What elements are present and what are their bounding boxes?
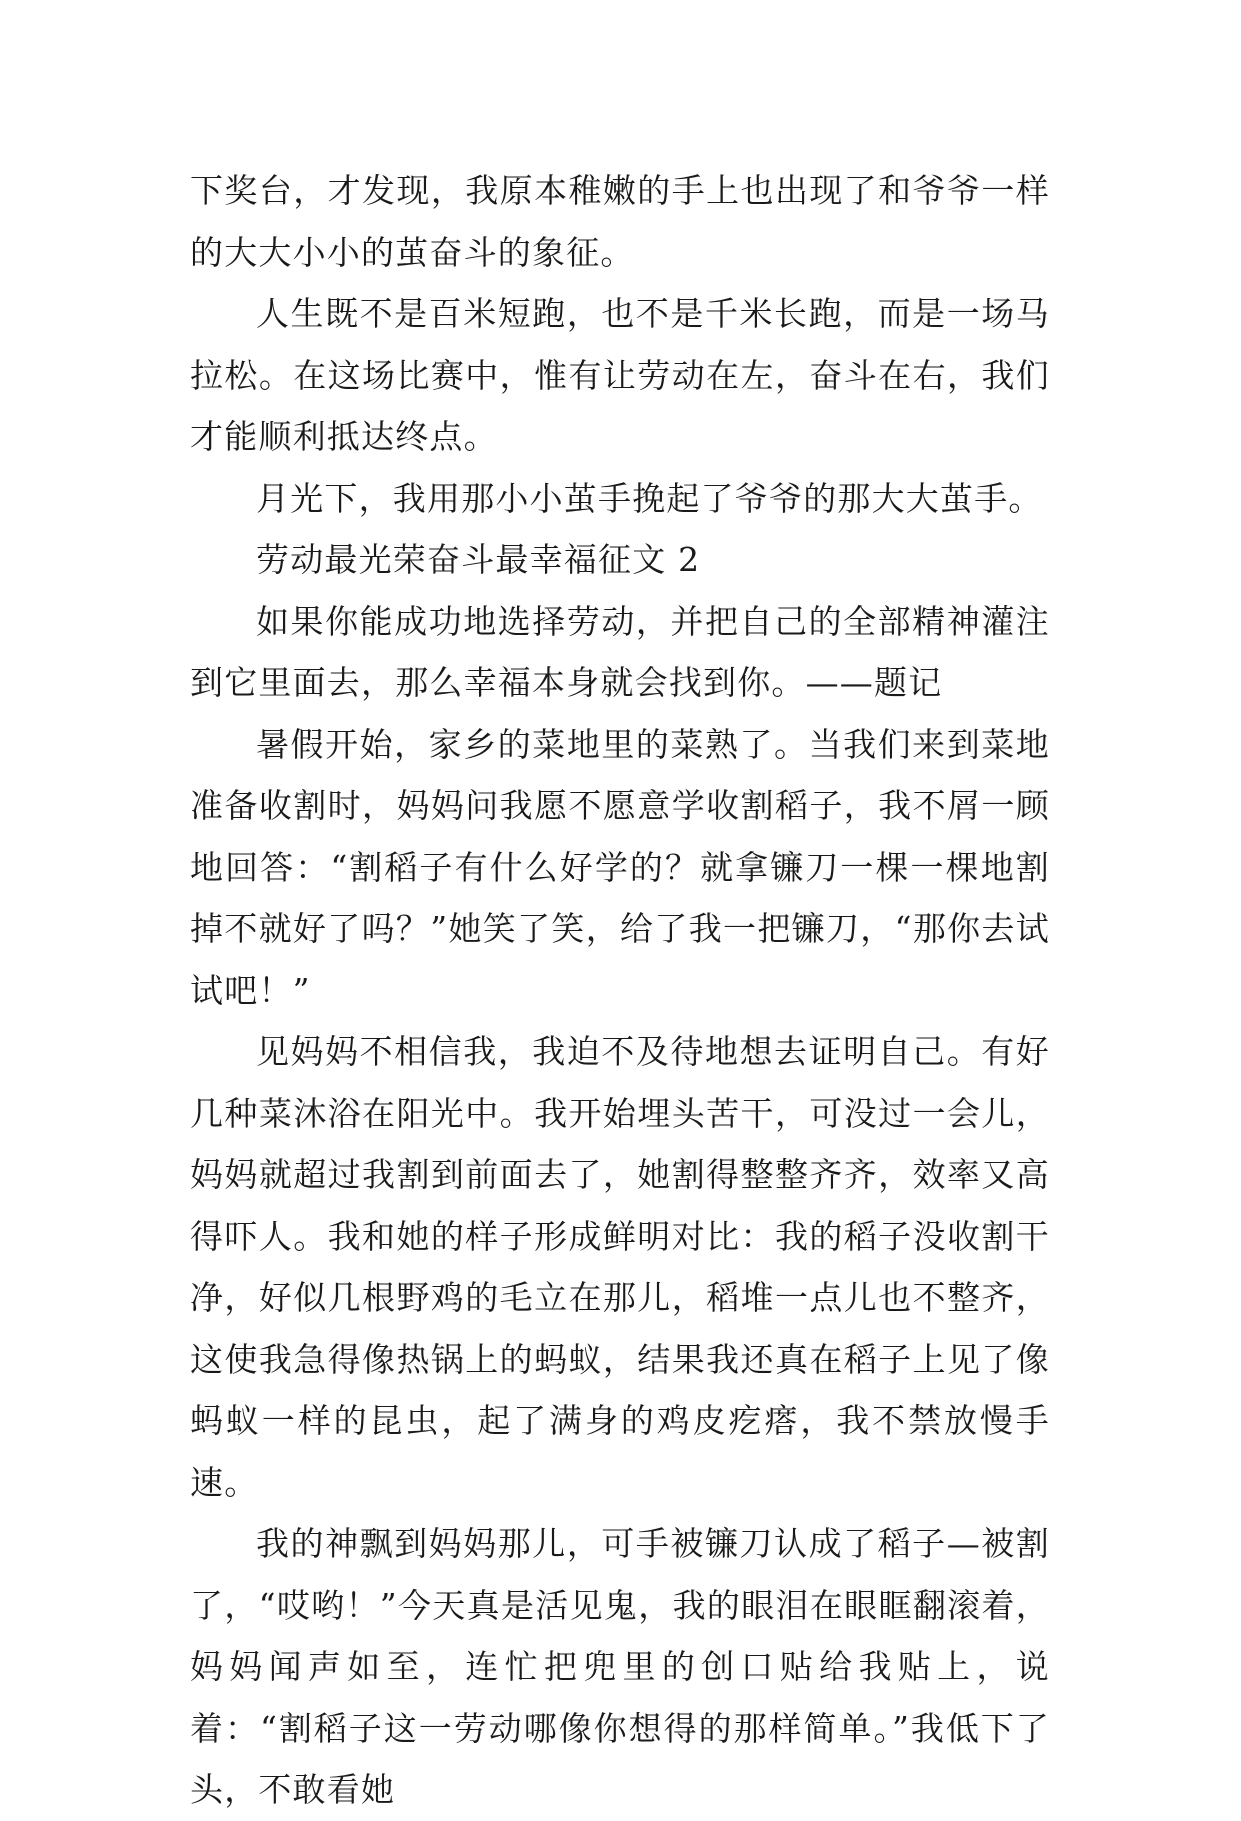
essay-title: 劳动最光荣奋斗最幸福征文 2 bbox=[256, 540, 701, 579]
paragraph-epigraph: 如果你能成功地选择劳动，并把自己的全部精神灌注到它里面去，那么幸福本身就会找到你。——题记 bbox=[190, 601, 1050, 702]
paragraph-moonlight: 月光下，我用那小小茧手挽起了爷爷的那大大茧手。 bbox=[256, 478, 1043, 518]
paragraph-cut-hand: 我的神飘到妈妈那儿，可手被镰刀认成了稻子—被割了，“哎哟！”今天真是活见鬼，我的眼泪在眼眶翻滚着，妈妈闻声如至，连忙把兜里的创口贴给我贴上，说着：“割稻子这一劳动哪像你想得的那样简单。”我低下了头，不敢看她 bbox=[190, 1524, 1050, 1809]
document-page bbox=[190, 160, 1050, 1821]
paragraph-summer: 暑假开始，家乡的菜地里的菜熟了。当我们来到菜地准备收割时，妈妈问我愿不愿意学收割稻子，我不屑一顾地回答：“割稻子有什么好学的？就拿镰刀一棵一棵地割掉不就好了吗？”她笑了笑，给了我一把镰刀，“那你去试试吧！” bbox=[190, 724, 1050, 1010]
paragraph-prove-myself: 见妈妈不相信我，我迫不及待地想去证明自己。有好几种菜沐浴在阳光中。我开始埋头苦干，可没过一会儿，妈妈就超过我割到前面去了，她割得整整齐齐，效率又高得吓人。我和她的样子形成鲜明对比：我的稻子没收割干净，好似几根野鸡的毛立在那儿，稻堆一点儿也不整齐，这使我急得像热锅上的蚂蚁，结果我还真在稻子上见了像蚂蚁一样的昆虫，起了满身的鸡皮疙瘩，我不禁放慢手速。 bbox=[190, 1032, 1050, 1502]
paragraph-continuation: 下奖台，才发现，我原本稚嫩的手上也出现了和爷爷一样的大大小小的茧奋斗的象征。 bbox=[190, 171, 1050, 272]
paragraph-marathon: 人生既不是百米短跑，也不是千米长跑，而是一场马拉松。在这场比赛中，惟有让劳动在左，奋斗在右，我们才能顺利抵达终点。 bbox=[190, 294, 1050, 456]
